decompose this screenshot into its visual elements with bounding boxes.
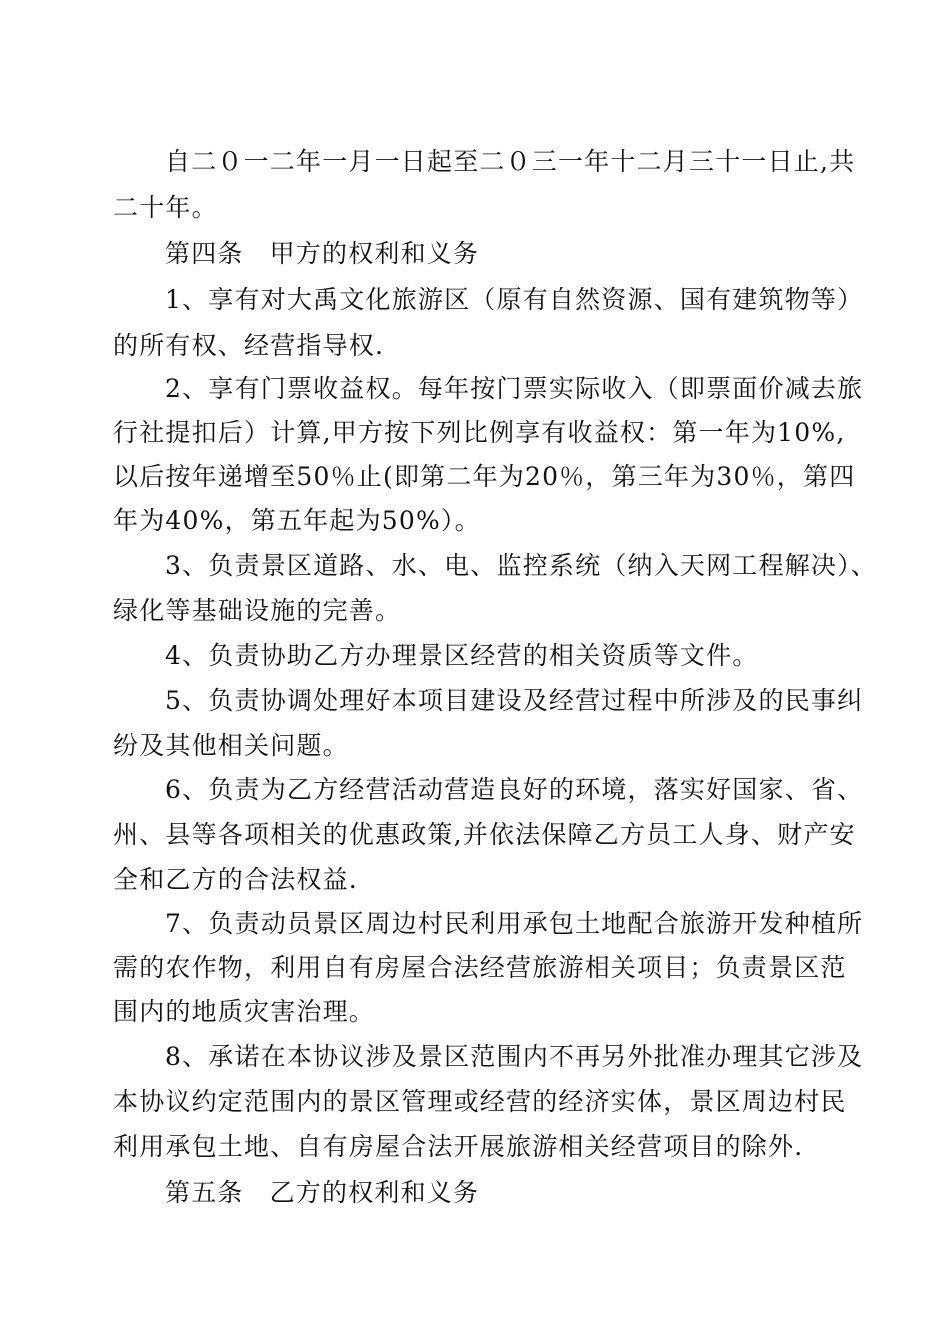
text-line: 需的农作物，利用自有房屋合法经营旅游相关项目；负责景区范	[113, 953, 847, 982]
text-line: 5、负责协调处理好本项目建设及经营过程中所涉及的民事纠	[165, 686, 864, 715]
text-line: 6、负责为乙方经营活动营造良好的环境，落实好国家、省、	[165, 775, 864, 804]
text-line: 全和乙方的合法权益.	[113, 865, 358, 894]
text-line: 1、享有对大禹文化旅游区（原有自然资源、国有建筑物等）	[165, 285, 864, 314]
text-line: 以后按年递增至50％止(即第二年为20％，第三年为30％，第四	[113, 462, 856, 491]
text-line: 7、负责动员景区周边村民利用承包土地配合旅游开发种植所	[165, 909, 864, 938]
text-line: 8、承诺在本协议涉及景区范围内不再另外批准办理其它涉及	[165, 1042, 864, 1071]
text-line: 自二０一二年一月一日起至二０三一年十二月三十一日止,共	[165, 147, 856, 176]
text-line: 围内的地质灾害治理。	[113, 997, 376, 1026]
text-line: 绿化等基础设施的完善。	[113, 596, 402, 625]
text-line: 利用承包土地、自有房屋合法开展旅游相关经营项目的除外.	[113, 1132, 804, 1161]
article-title: 甲方的权利和义务	[269, 239, 480, 268]
text-line: 二十年。	[113, 193, 218, 222]
article-five-heading	[165, 1178, 479, 1208]
article-number: 第五条	[165, 1178, 244, 1207]
article-four-heading	[165, 239, 479, 269]
text-line: 4、负责协助乙方办理景区经营的相关资质等文件。	[165, 641, 759, 670]
text-line: 的所有权、经营指导权.	[113, 331, 385, 360]
article-number: 第四条	[165, 239, 244, 268]
text-line: 纷及其他相关问题。	[113, 731, 349, 760]
text-line: 3、负责景区道路、水、电、监控系统（纳入天网工程解决）、	[165, 551, 878, 580]
text-line: 州、县等各项相关的优惠政策,并依法保障乙方员工人身、财产安	[113, 820, 856, 849]
article-title: 乙方的权利和义务	[269, 1178, 480, 1207]
text-line: 年为40%，第五年起为50%）。	[113, 506, 481, 535]
text-line: 行社提扣后）计算,甲方按下列比例享有收益权：第一年为10%,	[113, 418, 846, 447]
text-line: 本协议约定范围内的景区管理或经营的经济实体，景区周边村民	[113, 1087, 847, 1116]
text-line: 2、享有门票收益权。每年按门票实际收入（即票面价减去旅	[165, 374, 864, 403]
